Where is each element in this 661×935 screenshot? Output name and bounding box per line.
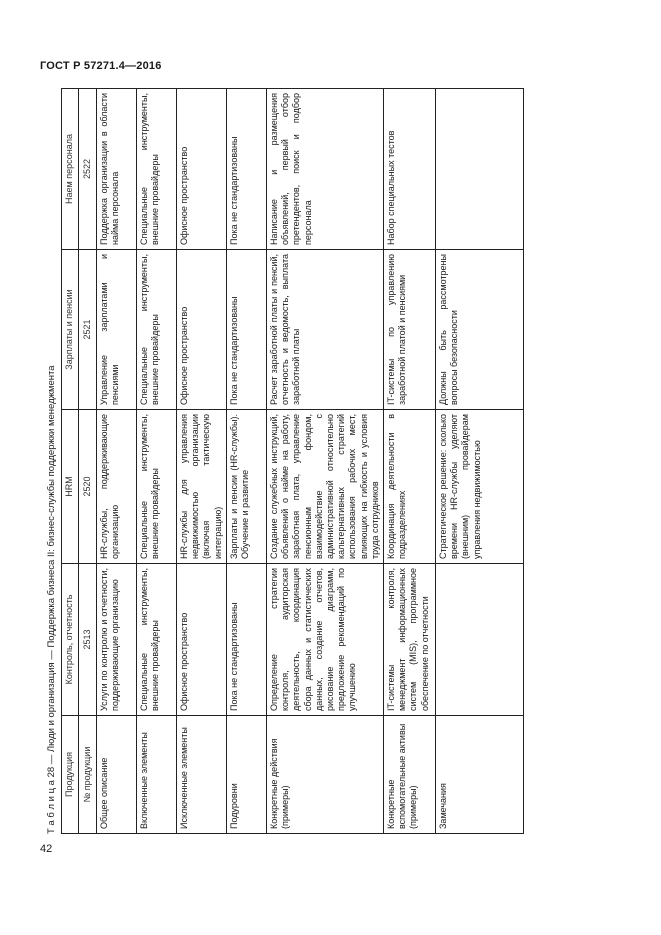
table-cell: IT-системы по управлению заработной платой и пенсиями <box>384 250 436 410</box>
table-caption: Т а б л и ц а 28 — Люди и организация — Поддержка бизнеса II: бизнес-службы поддержки менеджмента <box>46 365 57 834</box>
table-cell: Специальные инструменты, внешние провайдеры <box>137 564 177 716</box>
column-header-2521: Зарплаты и пенсии <box>62 250 79 410</box>
table-cell: Специальные инструменты, внешние провайдеры <box>137 250 177 410</box>
table-cell: Управление зарплатами и пенсиями <box>97 250 137 410</box>
table-header-row <box>62 89 79 834</box>
table-cell: Офисное пространство <box>177 564 227 716</box>
table-cell: Зарплаты и пенсии (HR-службы). Обучение и развитие <box>227 410 267 564</box>
column-number-2521: 2521 <box>79 250 97 410</box>
column-header-2513: Контроль, отчетность <box>62 564 79 716</box>
table-cell: Стратегическое решение: сколько времени HR-службы уделяют (внешним) провайдерам управления недвижимостью <box>436 410 524 564</box>
table-cell: Специальные инструменты, внешние провайдеры <box>137 89 177 250</box>
table-row-general-description <box>97 89 137 834</box>
table-row-specific-actions <box>267 89 384 834</box>
table-cell: IT-системы контроля, менеджмент информационных систем (MIS), программное обеспечение по отчетности <box>384 564 436 716</box>
product-number-header: № продукции <box>79 716 97 834</box>
table-cell: Определение стратегии контроля, аудиторская деятельность, координация сбора данных и статистических данных, создание отчетов, рисование диаграмм, предложение рекомендаций по улучшению <box>267 564 384 716</box>
table-cell: Поддержка организации в области найма персонала <box>97 89 137 250</box>
standard-header: ГОСТ Р 57271.4—2016 <box>40 60 162 72</box>
column-number-2522: 2522 <box>79 89 97 250</box>
table-cell: HR-службы, поддерживающие организацию <box>97 410 137 564</box>
table-cell: Специальные инструменты, внешние провайдеры <box>137 410 177 564</box>
table-cell: Пока не стандартизованы <box>227 89 267 250</box>
table-cell: Написание и размещения объявлений, первый отбор претендентов, поиск и подбор персонала <box>267 89 384 250</box>
table-cell: Услуги по контролю и отчетности, поддерживающие организацию <box>97 564 137 716</box>
table-cell: Офисное пространство <box>177 250 227 410</box>
column-header-2520: HRM <box>62 410 79 564</box>
table-cell <box>436 564 524 716</box>
table-row-included-elements <box>137 89 177 834</box>
table-cell: Координация деятельности в подразделениях <box>384 410 436 564</box>
table-cell: Расчет заработной платы и пенсий, отчетность и ведомость, выплата заработной платы <box>267 250 384 410</box>
table-cell: Пока не стандартизованы <box>227 564 267 716</box>
table-row-supporting-assets <box>384 89 436 834</box>
page-number: 42 <box>40 843 53 855</box>
table-cell: Создание служебных инструкций, объявлений о найме на работу, заработная плата, управление пенсионным фондом, взаимодействие с административной относительно кальтернативных стратегий использования рабочих мест, влияющих на гибкость и условия труда сотрудников <box>267 410 384 564</box>
row-label: Общее описание <box>97 716 137 834</box>
table-cell: Пока не стандартизованы <box>227 250 267 410</box>
column-header-2522: Наем персонала <box>62 89 79 250</box>
rotated-table-block <box>40 89 620 834</box>
row-label: Конкретные действия (примеры) <box>267 716 384 834</box>
table-row-remarks <box>436 89 524 834</box>
table-row-sublevels <box>227 89 267 834</box>
row-label: Подуровни <box>227 716 267 834</box>
column-number-2520: 2520 <box>79 410 97 564</box>
product-header: Продукция <box>62 716 79 834</box>
table-cell: Набор специальных тестов <box>384 89 436 250</box>
row-label: Исключенные элементы <box>177 716 227 834</box>
row-label: Замечания <box>436 716 524 834</box>
table-cell <box>436 89 524 250</box>
row-label: Конкретные вспомогательные активы (примеры) <box>384 716 436 834</box>
table-number-row <box>79 89 97 834</box>
table-cell: Офисное пространство <box>177 89 227 250</box>
column-number-2513: 2513 <box>79 564 97 716</box>
table-cell: HR-службы для управления недвижимостью организации (включая тактическую интеграцию) <box>177 410 227 564</box>
table-28 <box>61 88 524 834</box>
table-row-excluded-elements <box>177 89 227 834</box>
row-label: Включенные элементы <box>137 716 177 834</box>
table-cell: Должны быть рассмотрены вопросы безопасности <box>436 250 524 410</box>
